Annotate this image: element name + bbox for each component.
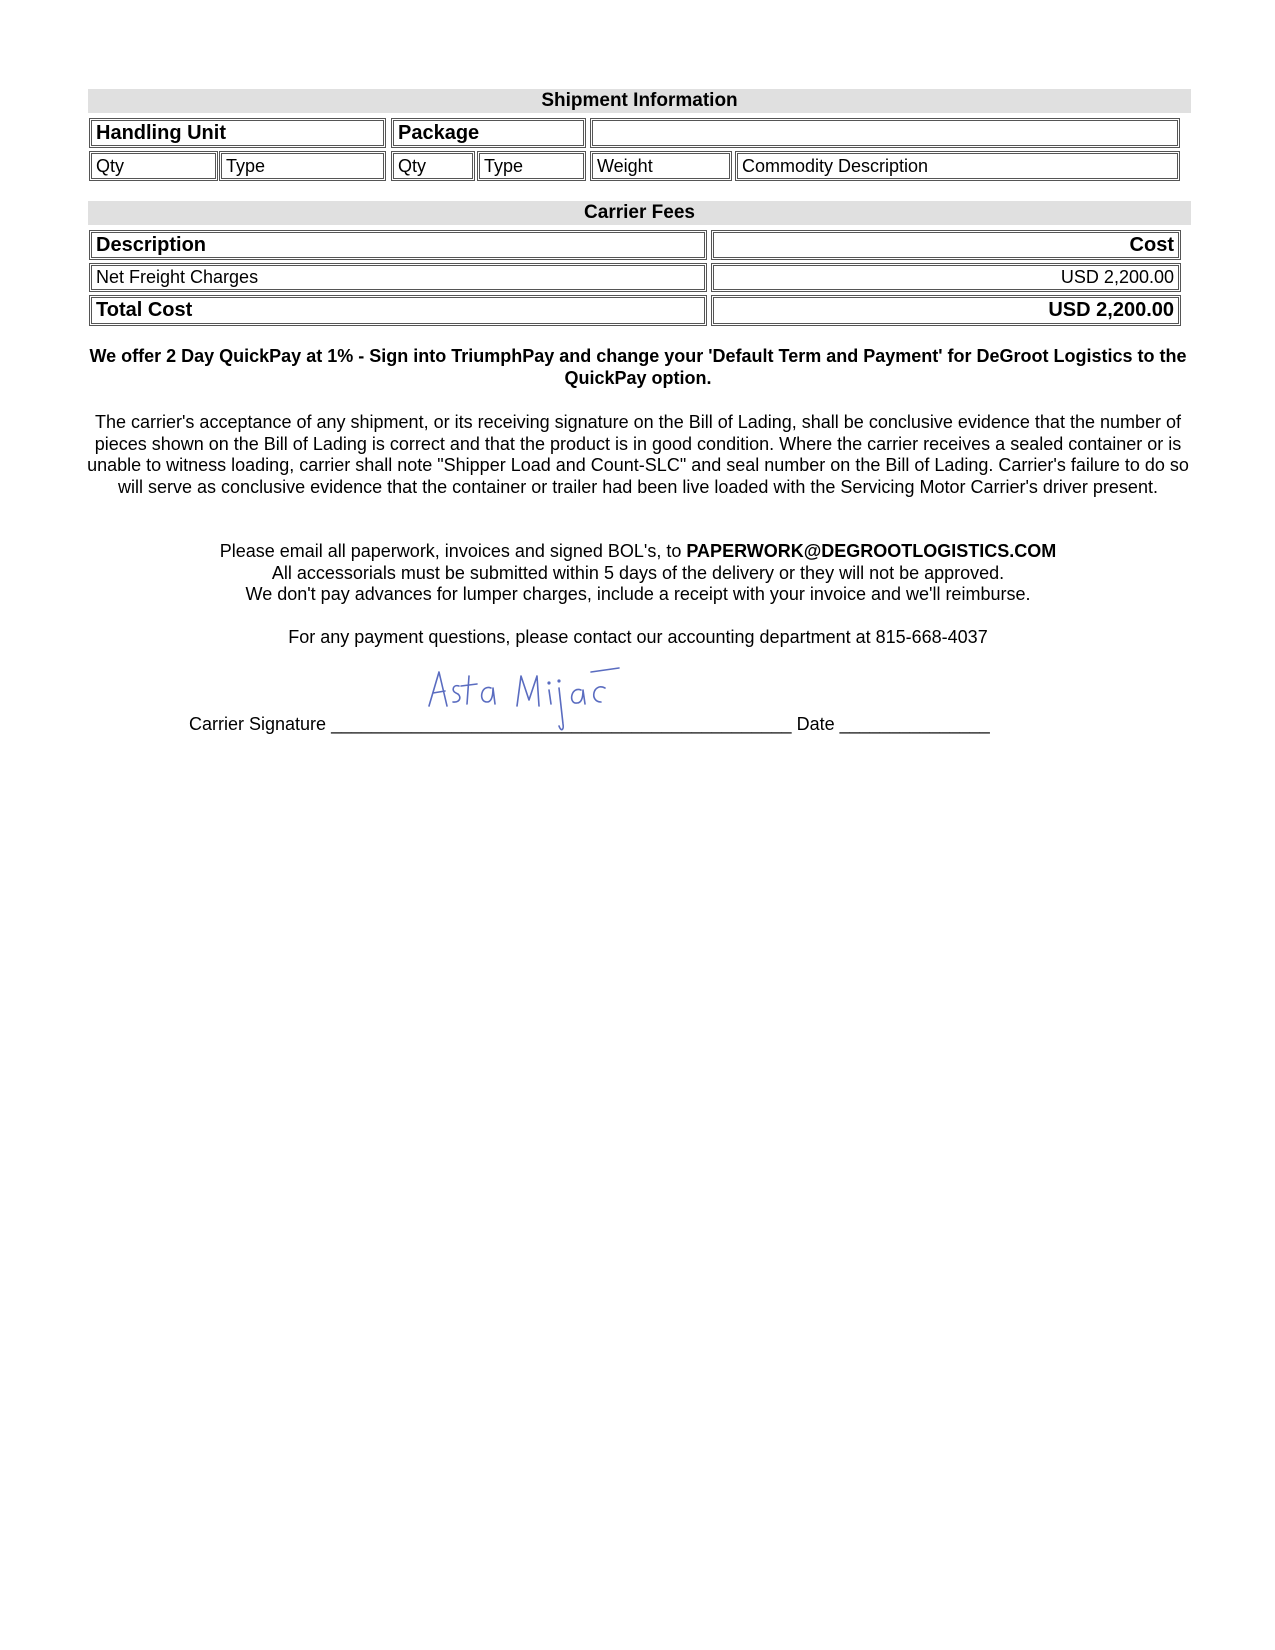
cost-header: Cost bbox=[711, 230, 1181, 260]
paperwork-email-line bbox=[84, 541, 1192, 563]
carrier-signature-line[interactable]: ______________________________________________ bbox=[331, 714, 792, 734]
date-line[interactable]: _______________ bbox=[839, 714, 990, 734]
column-weight: Weight bbox=[590, 151, 732, 181]
column-commodity-description: Commodity Description bbox=[735, 151, 1180, 181]
payment-contact: For any payment questions, please contact our accounting department at 815-668-4037 bbox=[288, 627, 988, 647]
total-cost-value: USD 2,200.00 bbox=[711, 295, 1181, 326]
description-header: Description bbox=[89, 230, 707, 260]
carrier-fees-title: Carrier Fees bbox=[88, 201, 1191, 225]
handling-unit-header: Handling Unit bbox=[89, 118, 386, 148]
carrier-signature-label: Carrier Signature bbox=[189, 714, 327, 734]
shipment-information-title: Shipment Information bbox=[88, 89, 1191, 113]
quickpay-notice: We offer 2 Day QuickPay at 1% - Sign into TriumphPay and change your 'Default Term and Payment' for DeGroot Logistics to the QuickPay option. bbox=[89, 346, 1187, 388]
total-cost-label: Total Cost bbox=[89, 295, 707, 326]
paperwork-email-link[interactable]: PAPERWORK@DEGROOTLOGISTICS.COM bbox=[686, 541, 1057, 561]
lumper-note: We don't pay advances for lumper charges, include a receipt with your invoice and we'll reimburse. bbox=[245, 584, 1031, 604]
paperwork-email-prefix: Please email all paperwork, invoices and signed BOL's, to bbox=[219, 541, 687, 561]
column-qty-package: Qty bbox=[391, 151, 475, 181]
fee-description: Net Freight Charges bbox=[89, 263, 707, 292]
paperwork-instructions bbox=[84, 541, 1192, 606]
column-type-package: Type bbox=[477, 151, 586, 181]
signature-strokes bbox=[429, 668, 619, 730]
package-header: Package bbox=[391, 118, 586, 148]
handwritten-signature bbox=[425, 666, 625, 746]
date-label: Date bbox=[796, 714, 835, 734]
empty-header-cell bbox=[590, 118, 1180, 148]
accessorials-note: All accessorials must be submitted within 5 days of the delivery or they will not be approved. bbox=[271, 562, 1005, 583]
terms-paragraph: The carrier's acceptance of any shipment, or its receiving signature on the Bill of Lading, shall be conclusive evidence that the number of pieces shown on the Bill of Lading is correct and that the product is in good condition. Where the carrier receives a sealed container or is unable to witness loading, carrier shall note "Shipper Load and Count-SLC" and seal number on the Bill of Lading. Carrier's failure to do so will serve as conclusive evidence that the container or trailer had been live loaded with the Servicing Motor Carrier's driver present. bbox=[87, 412, 1189, 497]
fee-cost: USD 2,200.00 bbox=[711, 263, 1181, 292]
column-qty-handling: Qty bbox=[89, 151, 218, 181]
column-type-handling: Type bbox=[219, 151, 386, 181]
